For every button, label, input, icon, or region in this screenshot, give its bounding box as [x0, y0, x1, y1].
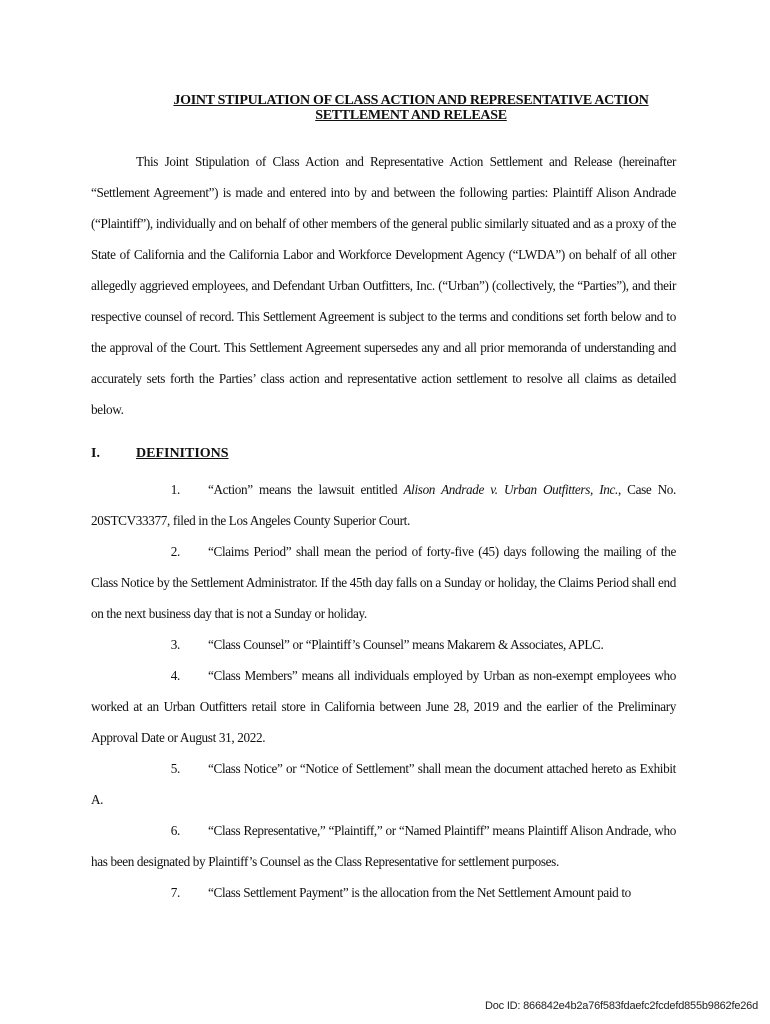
definition-item	[91, 815, 676, 877]
definition-item	[91, 753, 676, 815]
definition-text: “Claims Period” shall mean the period of forty-five (45) days following the mailing of the Class Notice by the Settlement Administrator. If the 45th day falls on a Sunday or holiday, the Claims Period shall end on the next business day that is not a Sunday or holiday.	[91, 544, 676, 621]
definition-text-cont: , Case No. 20STCV33377, filed in the Los Angeles County Superior Court.	[91, 482, 676, 528]
intro-paragraph	[91, 146, 676, 425]
definition-number: 6.	[170, 823, 180, 838]
definition-number: 2.	[170, 544, 180, 559]
definition-item	[91, 877, 676, 908]
doc-id-footer: Doc ID: 866842e4b2a76f583fdaefc2fcdefd855b9862fe26d	[485, 1000, 758, 1012]
document-title	[96, 93, 726, 123]
title-line-1: JOINT STIPULATION OF CLASS ACTION AND REPRESENTATIVE ACTION	[173, 93, 649, 108]
section-title: DEFINITIONS	[136, 446, 229, 461]
definition-item	[91, 474, 676, 536]
definition-text: “Class Settlement Payment” is the allocation from the Net Settlement Amount paid to	[208, 885, 631, 900]
definition-item	[91, 629, 676, 660]
definition-number: 1.	[170, 482, 180, 497]
definitions-list	[91, 474, 676, 908]
definition-number: 7.	[170, 885, 180, 900]
section-heading	[91, 444, 229, 464]
intro-text: This Joint Stipulation of Class Action and Representative Action Settlement and Release (hereinafter “Settlement Agreement”) is made and entered into by and between the following parties: Plaintiff Alison Andrade (“Plaintiff”), individually and on behalf of other members of the general public similarly situated and as a proxy of the State of California and the California Labor and Workforce Development Agency (“LWDA”) on behalf of all other allegedly aggrieved employees, and Defendant Urban Outfitters, Inc. (“Urban”) (collectively, the “Parties”), and their respective counsel of record. This Settlement Agreement is subject to the terms and conditions set forth below and to the approval of the Court. This Settlement Agreement supersedes any and all prior memoranda of understanding and accurately sets forth the Parties’ class action and representative action settlement to resolve all claims as detailed below.	[91, 154, 676, 418]
definition-text: “Class Notice” or “Notice of Settlement” shall mean the document attached hereto as Exhibit A.	[91, 761, 676, 807]
title-line-2: SETTLEMENT AND RELEASE	[315, 108, 507, 123]
section-number: I.	[91, 446, 100, 461]
definition-text: “Class Counsel” or “Plaintiff’s Counsel” means Makarem & Associates, APLC.	[208, 637, 604, 652]
definition-item	[91, 536, 676, 629]
case-name: Alison Andrade v. Urban Outfitters, Inc.	[403, 482, 618, 497]
definition-item	[91, 660, 676, 753]
definition-text: “Class Representative,” “Plaintiff,” or “Named Plaintiff” means Plaintiff Alison Andrade, who has been designated by Plaintiff’s Counsel as the Class Representative for settlement purposes.	[91, 823, 676, 869]
definition-number: 4.	[170, 668, 180, 683]
definition-text: “Class Members” means all individuals employed by Urban as non-exempt employees who worked at an Urban Outfitters retail store in California between June 28, 2019 and the earlier of the Preliminary Approval Date or August 31, 2022.	[91, 668, 676, 745]
definition-number: 5.	[170, 761, 180, 776]
definition-number: 3.	[170, 637, 180, 652]
definition-text: “Action” means the lawsuit entitled	[208, 482, 404, 497]
